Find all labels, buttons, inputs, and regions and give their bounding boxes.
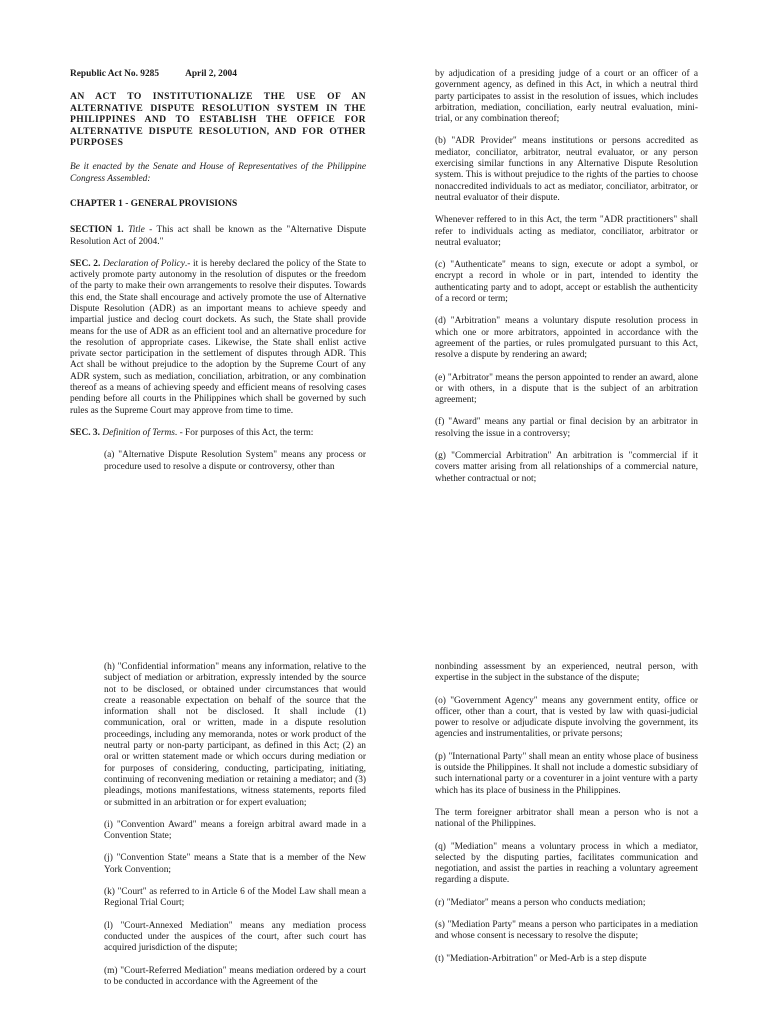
law-number: Republic Act No. 9285 (70, 69, 160, 79)
page2-column-right (435, 662, 698, 976)
definition-f: (f) "Award" means any partial or final decision by an arbitrator in resolving the issue in a controversy; (435, 417, 698, 439)
definition-t: (t) "Mediation-Arbitration" or Med-Arb is a step dispute (435, 953, 647, 964)
section-label: SEC. 2. (70, 258, 101, 269)
page2-column-left (104, 662, 366, 999)
law-date: April 2, 2004 (185, 69, 237, 79)
definition-p: (p) "International Party" shall mean an entity whose place of business is outside the Philippines. It shall not include a domestic subsidiary of such international party or a coventurer in a joint venture with a party which has its place of business in the Philippines. (435, 751, 698, 796)
section-3 (70, 428, 366, 439)
definition-paragraph: by adjudication of a presiding judge of a court or an officer of a government agency, as defined in this Act, in which a neutral third party participates to assist in the resolution of issues, which includes arbitration, mediation, conciliation, early neutral evaluation, mini-trial, or any combination thereof; (435, 69, 698, 125)
definition-m: (m) "Court-Referred Mediation" means mediation ordered by a court to be conducted in accordance with the Agreement of the (104, 965, 366, 987)
definition-paragraph: The term foreigner arbitrator shall mean a person who is not a national of the Philippines. (435, 807, 698, 830)
definition-q: (q) "Mediation" means a voluntary process in which a mediator, selected by the disputing parties, facilitates communication and negotiation, and assist the parties in reaching a voluntary agreement regarding a dispute. (435, 841, 698, 886)
section-1 (70, 225, 366, 248)
definition-h: (h) "Confidential information" means any information, relative to the subject of mediation or arbitration, expressly intended by the source not to be disclosed, or obtained under circumstances that would create a reasonable expectation on behalf of the source that the information shall not be disclosed. It shall include (1) communication, oral or written, made in a dispute resolution proceedings, including any memoranda, notes or work product of the neutral party or non-party participant, as defined in this Act; (2) an oral or written statement made or which occurs during mediation or for purposes of considering, conducting, participating, initiating, continuing of reconvening mediation or retaining a mediator; and (3) pleadings, motions manifestations, witness statements, reports filed or submitted in an arbitration or for expert evaluation; (104, 662, 366, 808)
definition-paragraph: nonbinding assessment by an experienced, neutral person, with expertise in the subject in the substance of the dispute; (435, 662, 698, 684)
enacting-clause: Be it enacted by the Senate and House of Representatives of the Philippine Congress Assembled: (70, 162, 366, 184)
section-text: . - For purposes of this Act, the term: (174, 427, 314, 438)
definition-c: (c) "Authenticate" means to sign, execute or adopt a symbol, or encrypt a record in whole or in part, intended to identity the authenticating party and to adopt, accept or establish the authenticity of a record or term; (435, 260, 698, 305)
section-title: Declaration of Policy (102, 258, 185, 269)
definition-s: (s) "Mediation Party" means a person who participates in a mediation and whose consent is necessary to resolve the dispute; (435, 920, 698, 942)
definition-j: (j) "Convention State" means a State that is a member of the New York Convention; (104, 853, 366, 875)
section-text: - This act shall be known as the "Alternative Dispute Resolution Act of 2004." (70, 225, 367, 247)
document-header (70, 69, 366, 80)
definition-r: (r) "Mediator" means a person who conducts mediation; (435, 897, 646, 908)
definition-g: (g) "Commercial Arbitration" An arbitration is "commercial if it covers matter arising from all relationships of a commercial nature, whether contractual or not; (435, 451, 698, 484)
page1-column-right (435, 69, 698, 496)
definition-o: (o) "Government Agency" means any government entity, office or officer, other than a court, that is vested by law with quasi-judicial power to resolve or adjudicate dispute involving the government, its agencies and instrumentalities, or private persons; (435, 695, 698, 740)
definition-e: (e) "Arbitrator" means the person appointed to render an award, alone or with others, in a dispute that is the subject of an arbitration agreement; (435, 372, 698, 406)
definition-i: (i) "Convention Award" means a foreign arbitral award made in a Convention State; (104, 819, 366, 842)
definition-a: (a) "Alternative Dispute Resolution System" means any process or procedure used to resolve a dispute or controversy, other than (104, 450, 366, 472)
page1-column-left (70, 69, 366, 484)
definition-l: (l) "Court-Annexed Mediation" means any mediation process conducted under the auspices of the court, after such court has acquired jurisdiction of the dispute; (104, 920, 366, 954)
section-label: SEC. 3. (70, 427, 100, 438)
definition-paragraph: Whenever reffered to in this Act, the term "ADR practitioners" shall refer to individuals acting as mediator, conciliator, arbitrator or neutral evaluator; (435, 215, 698, 248)
section-text: .- it is hereby declared the policy of the State to actively promote party autonomy in the resolution of disputes or the freedom of the party to make their own arrangements to resolve their disputes. Towards this end, the State shall encourage and actively promote the use of Alternative Dispute Resolution (ADR) as an important means to achieve speedy and impartial justice and declog court dockets. As such, the State shall provide means for the use of ADR as an efficient tool and an alternative procedure for the resolution of appropriate cases. Likewise, the State shall enlist active private sector participation in the settlement of disputes through ADR. This Act shall be without prejudice to the adoption by the Supreme Court of any ADR system, such as mediation, conciliation, arbitration, or any combination thereof as a means of achieving speedy and efficient means of resolving cases pending before all courts in the Philippines which shall be governed by such rules as the Supreme Court may approve from time to time. (70, 258, 367, 416)
act-title: AN ACT TO INSTITUTIONALIZE THE USE OF AN ALTERNATIVE DISPUTE RESOLUTION SYSTEM IN THE PHILIPPINES AND TO ESTABLISH THE OFFICE FOR ALTERNATIVE DISPUTE RESOLUTION, AND FOR OTHER PURPOSES (70, 91, 366, 148)
section-label: SECTION 1. (70, 225, 124, 236)
section-title: Title (128, 225, 145, 236)
section-title: Definition of Terms (102, 427, 175, 438)
section-2 (70, 259, 366, 417)
definition-d: (d) "Arbitration" means a voluntary dispute resolution process in which one or more arbitrators, appointed in accordance with the agreement of the parties, or rules promulgated pursuant to this Act, resolve a dispute by rendering an award; (435, 316, 698, 361)
definition-b: (b) "ADR Provider" means institutions or persons accredited as mediator, conciliator, arbitrator, neutral evaluator, or any person exercising similar functions in any Alternative Dispute Resolution system. This is without prejudice to the rights of the parties to choose nonaccredited individuals to act as mediator, conciliator, arbitrator, or neutral evaluator of their dispute. (435, 136, 698, 203)
chapter-heading: CHAPTER 1 - GENERAL PROVISIONS (70, 198, 238, 209)
definition-k: (k) "Court" as referred to in Article 6 of the Model Law shall mean a Regional Trial Court; (104, 887, 366, 909)
